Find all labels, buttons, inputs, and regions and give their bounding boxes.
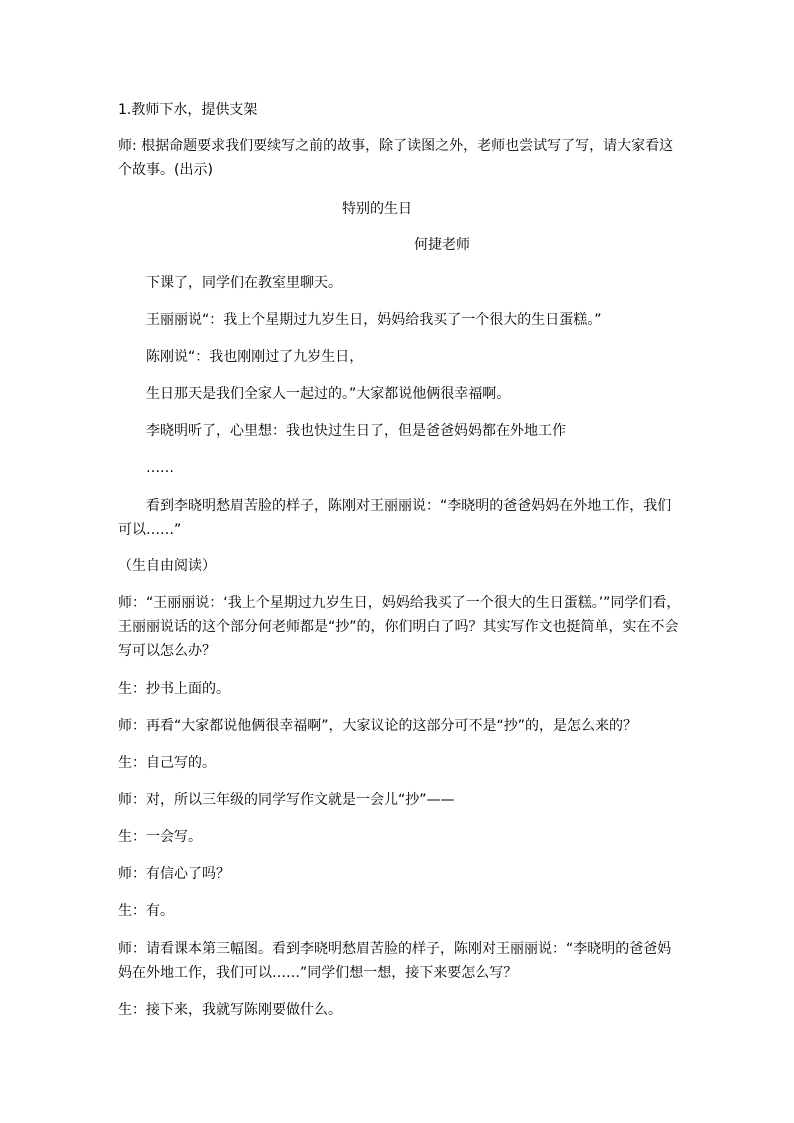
student-answer-2: 生：自己写的。 — [118, 755, 216, 771]
teacher-intro-line-2: 个故事。(出示) — [118, 162, 213, 178]
student-answer-3: 生：一会写。 — [118, 829, 202, 845]
teacher-quote-line-1: 师：“王丽丽说：‘我上个星期过九岁生日，妈妈给我买了一个很大的生日蛋糕。’”同学们看， — [118, 595, 681, 611]
student-reading-note: （生自由阅读） — [118, 558, 216, 574]
teacher-question-2: 师：再看“大家都说他俩很幸福啊”，大家议论的这部分可不是“抄”的，是怎么来的？ — [118, 718, 638, 734]
student-answer-5: 生：接下来，我就写陈刚要做什么。 — [118, 1002, 342, 1018]
teacher-intro-line-1: 师: 根据命题要求我们要续写之前的故事，除了读图之外，老师也尝试写了写，请大家看这 — [118, 138, 674, 154]
teacher-instruction-line-2: 妈在外地工作，我们可以……”同学们想一想，接下来要怎么写？ — [118, 965, 518, 981]
story-sentence-4: 生日那天是我们全家人一起过的。”大家都说他俩很幸福啊。 — [146, 386, 511, 402]
teacher-quote-line-2: 王丽丽说话的这个部分何老师都是“抄”的，你们明白了吗？其实写作文也挺简单，实在不会 — [118, 619, 679, 635]
story-sentence-5: 李晓明听了，心里想：我也快过生日了，但是爸爸妈妈都在外地工作 — [146, 423, 566, 439]
story-author: 何捷老师 — [414, 237, 470, 253]
story-sentence-2: 王丽丽说“：我上个星期过九岁生日，妈妈给我买了一个很大的生日蛋糕。” — [146, 312, 602, 328]
teacher-quote-line-3: 写可以怎么办？ — [118, 643, 216, 659]
teacher-question-4: 师：有信心了吗？ — [118, 866, 230, 882]
teacher-statement-3: 师：对，所以三年级的同学写作文就是一会儿“抄”—— — [118, 792, 455, 808]
story-sentence-3: 陈刚说“：我也刚刚过了九岁生日， — [146, 349, 364, 365]
section-heading: 1.教师下水，提供支架 — [118, 102, 258, 118]
story-sentence-7-line-2: 可以……” — [118, 522, 182, 538]
story-title: 特别的生日 — [342, 201, 412, 217]
teacher-instruction-line-1: 师：请看课本第三幅图。看到李晓明愁眉苦脸的样子，陈刚对王丽丽说：“李晓明的爸爸妈 — [118, 941, 672, 957]
story-sentence-1: 下课了，同学们在教室里聊天。 — [146, 275, 342, 291]
story-ellipsis: …… — [146, 460, 174, 476]
student-answer-4: 生：有。 — [118, 903, 174, 919]
student-answer-1: 生：抄书上面的。 — [118, 681, 230, 697]
story-sentence-7-line-1: 看到李晓明愁眉苦脸的样子，陈刚对王丽丽说：“李晓明的爸爸妈妈在外地工作，我们 — [146, 498, 672, 514]
